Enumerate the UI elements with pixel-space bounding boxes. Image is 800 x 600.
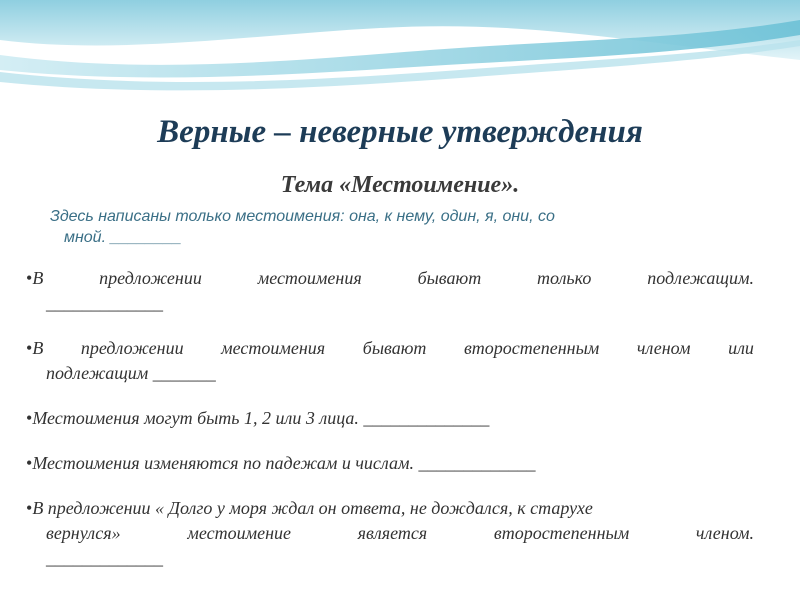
statement-3-text: Местоимения могут быть 1, 2 или 3 лица. ______________ <box>32 408 490 428</box>
bullet-icon: • <box>26 338 33 358</box>
bullet-icon: • <box>26 408 33 428</box>
statement-1-line-1: •В предложении местоимения бывают только подлежащим. <box>26 268 754 288</box>
header-wave-decoration <box>0 0 800 110</box>
intro-text <box>50 206 710 248</box>
statement-item <box>26 406 754 431</box>
statement-2-line-1: •В предложении местоимения бывают второстепенным членом или <box>26 338 754 358</box>
statement-4-text: Местоимения изменяются по падежам и числам. _____________ <box>32 453 536 473</box>
intro-line-1: Здесь написаны только местоимения: она, к нему, один, я, они, со <box>50 208 555 225</box>
statement-item <box>26 451 754 476</box>
statement-5-line-1: •В предложении « Долго у моря ждал он ответа, не дождался, к старухе <box>26 498 593 518</box>
statement-item <box>26 336 754 386</box>
intro-line-2: мной. ________ <box>64 229 182 246</box>
slide-title: Верные – неверные утверждения <box>157 114 643 150</box>
statement-list <box>26 266 754 571</box>
statement-2-line-2: подлежащим _______ <box>46 363 216 383</box>
statement-5-answer-blank: _____________ <box>46 548 163 568</box>
bullet-icon: • <box>26 498 33 518</box>
bullet-icon: • <box>26 268 33 288</box>
bullet-icon: • <box>26 453 33 473</box>
statement-1-answer-blank: _____________ <box>46 293 163 313</box>
statement-item <box>26 496 754 571</box>
statement-5-line-2: вернулся» местоимение является второстепенным членом. <box>46 523 754 543</box>
statement-item <box>26 266 754 316</box>
slide-subtitle: Тема «Местоимение». <box>280 172 520 198</box>
